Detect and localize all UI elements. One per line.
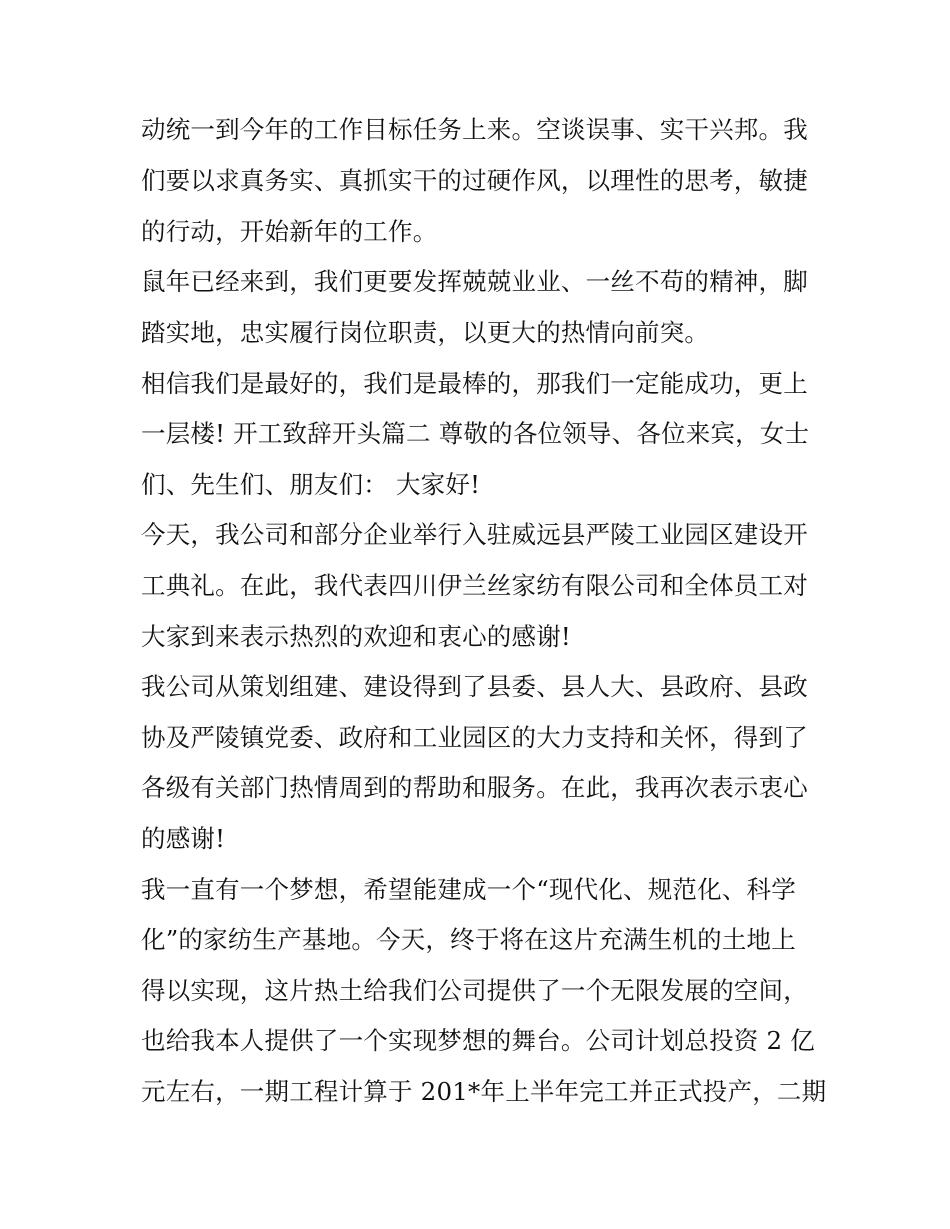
text-line: 大家到来表示热烈的欢迎和衷心的感谢! xyxy=(141,622,571,651)
text-line: 鼠年已经来到，我们更要发挥兢兢业业、一丝不苟的精神，脚 xyxy=(141,267,808,296)
text-line: 协及严陵镇党委、政府和工业园区的大力支持和关怀，得到了 xyxy=(141,723,808,752)
text-line: 化”的家纺生产基地。今天，终于将在这片充满生机的土地上 xyxy=(141,925,796,954)
text-line: 的行动，开始新年的工作。 xyxy=(141,217,438,246)
text-line: 们要以求真务实、真抓实干的过硬作风，以理性的思考，敏捷 xyxy=(141,166,808,195)
text-line: 我公司从策划组建、建设得到了县委、县人大、县政府、县政 xyxy=(141,672,808,701)
text-line: 我一直有一个梦想，希望能建成一个“现代化、规范化、科学 xyxy=(141,875,796,904)
text-line: 得以实现，这片热土给我们公司提供了一个无限发展的空间， xyxy=(141,976,808,1005)
text-line: 今天，我公司和部分企业举行入驻威远县严陵工业园区建设开 xyxy=(141,520,808,549)
text-line: 踏实地，忠实履行岗位职责，以更大的热情向前突。 xyxy=(141,318,710,347)
text-line: 的感谢! xyxy=(141,824,226,853)
text-line: 也给我本人提供了一个实现梦想的舞台。公司计划总投资 2 亿 xyxy=(141,1026,815,1055)
text-line: 一层楼! 开工致辞开头篇二 尊敬的各位领导、各位来宾，女士 xyxy=(141,419,810,448)
text-line: 动统一到今年的工作目标任务上来。空谈误事、实干兴邦。我 xyxy=(141,115,808,144)
text-line: 各级有关部门热情周到的帮助和服务。在此，我再次表示衷心 xyxy=(141,773,808,802)
text-line: 们、先生们、朋友们： 大家好! xyxy=(141,470,481,499)
text-line: 元左右，一期工程计算于 201*年上半年完工并正式投产，二期 xyxy=(141,1077,827,1106)
text-line: 工典礼。在此，我代表四川伊兰丝家纺有限公司和全体员工对 xyxy=(141,571,808,600)
text-line: 相信我们是最好的，我们是最棒的，那我们一定能成功，更上 xyxy=(141,369,808,398)
